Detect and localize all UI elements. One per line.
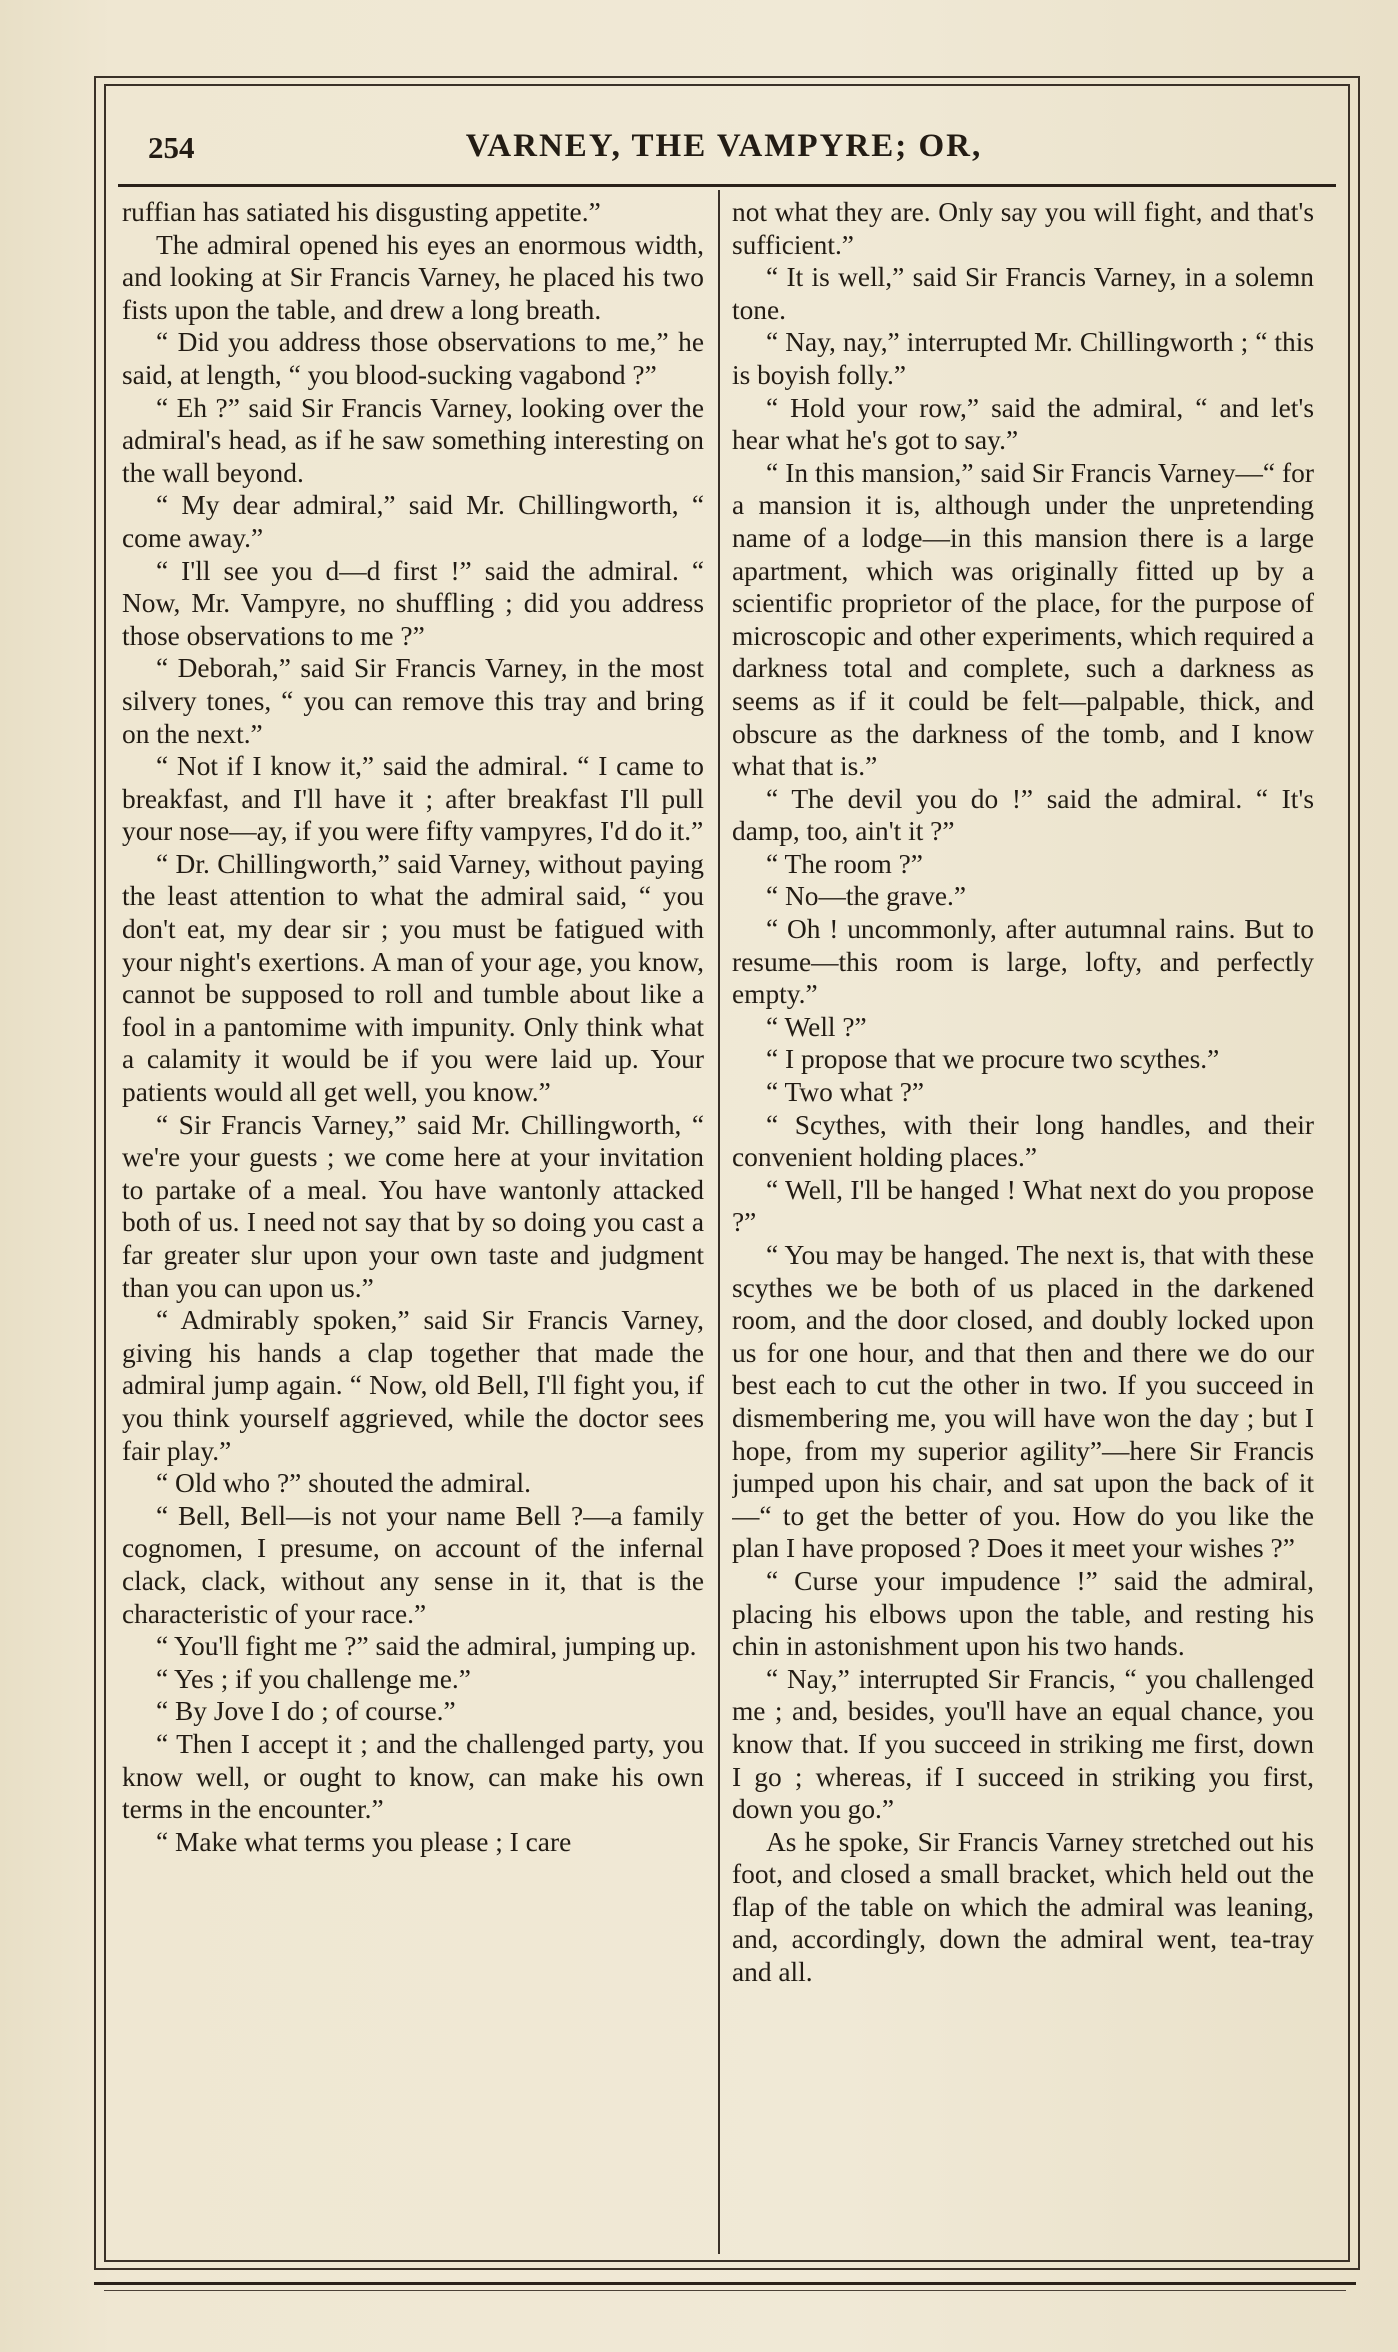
paragraph: “ No—the grave.” xyxy=(766,881,967,912)
paragraph: “ Deborah,” said Sir Francis Varney, in the most silvery tones, “ you can remove this tray and bring on the next.” xyxy=(122,653,704,749)
paragraph: “ Well ?” xyxy=(766,1011,867,1042)
page-header xyxy=(118,118,1330,174)
paragraph: “ The devil you do !” said the admiral. “ It's damp, too, ain't it ?” xyxy=(732,783,1314,847)
paragraph: “ Hold your row,” said the admiral, “ and let's hear what he's got to say.” xyxy=(732,392,1314,456)
paragraph: “ Make what terms you please ; I care xyxy=(156,1826,572,1857)
paragraph: “ Yes ; if you challenge me.” xyxy=(156,1663,471,1694)
column-divider xyxy=(718,190,720,2254)
paragraph: “ Eh ?” said Sir Francis Varney, looking over the admiral's head, as if he saw something interesting on the wall beyond. xyxy=(122,392,704,488)
paragraph: “ Then I accept it ; and the challenged party, you know well, or ought to know, can make his own terms in the encounter.” xyxy=(122,1728,704,1825)
paragraph: “ It is well,” said Sir Francis Varney, in a solemn tone. xyxy=(732,262,1314,325)
right-column xyxy=(732,196,1314,2256)
paragraph: “ The room ?” xyxy=(766,848,923,879)
left-column xyxy=(122,196,704,2256)
paragraph: “ Old who ?” shouted the admiral. xyxy=(156,1468,531,1499)
paragraph: “ Bell, Bell—is not your name Bell ?—a family cognomen, I presume, on account of the infernal clack, clack, without any sense in it, that is the characteristic of your race.” xyxy=(122,1500,704,1629)
paragraph: “ Dr. Chillingworth,” said Varney, without paying the least attention to what the admiral said, “ you don't eat, my dear sir ; you must be fatigued with your night's exertions. A man of your age, you know, cannot be supposed to roll and tumble about like a fool in a pantomime with impunity. Only think what a calamity it would be if you were laid up. Your patients would all get well, you know.” xyxy=(122,848,704,1108)
paragraph: ruffian has satiated his disgusting appetite.” xyxy=(122,197,601,227)
paragraph: “ Not if I know it,” said the admiral. “ I came to breakfast, and I'll have it ; after breakfast I'll pull your nose—ay, if you were fifty vampyres, I'd do it.” xyxy=(122,751,704,847)
paragraph: “ By Jove I do ; of course.” xyxy=(156,1696,456,1727)
paragraph: “ Admirably spoken,” said Sir Francis Varney, giving his hands a clap together that made the admiral jump again. “ Now, old Bell, I'll fight you, if you think yourself aggrieved, while the doctor sees fair play.” xyxy=(122,1305,704,1466)
paragraph: “ Well, I'll be hanged ! What next do you propose ?” xyxy=(732,1174,1314,1238)
paragraph: not what they are. Only say you will fight, and that's sufficient.” xyxy=(732,197,1314,260)
paragraph: “ I'll see you d—d first !” said the admiral. “ Now, Mr. Vampyre, no shuffling ; did you address those observations to me ?” xyxy=(122,555,704,651)
paragraph: “ You'll fight me ?” said the admiral, jumping up. xyxy=(156,1631,697,1662)
paragraph: As he spoke, Sir Francis Varney stretched out his foot, and closed a small bracket, which held out the flap of the table on which the admiral was leaning, and, accordingly, down the admiral went, tea-tray and all. xyxy=(732,1826,1314,1988)
paragraph: “ I propose that we procure two scythes.” xyxy=(766,1044,1220,1075)
paragraph: “ In this mansion,” said Sir Francis Varney—“ for a mansion it is, although under the unpretending name of a lodge—in this mansion there is a large apartment, which was originally fitted up by a scientific proprietor of the place, for the purpose of microscopic and other experiments, which required a darkness total and complete, such a darkness as seems as if it could be felt—palpable, thick, and obscure as the darkness of the tomb, and I know what that is.” xyxy=(732,457,1314,782)
paragraph: “ Two what ?” xyxy=(766,1077,925,1108)
paragraph: “ Scythes, with their long handles, and their convenient holding places.” xyxy=(732,1109,1314,1173)
paragraph: The admiral opened his eyes an enormous width, and looking at Sir Francis Varney, he placed his two fists upon the table, and drew a long breath. xyxy=(122,229,704,325)
paragraph: “ Did you address those observations to me,” he said, at length, “ you blood-sucking vagabond ?” xyxy=(122,327,704,390)
header-rule xyxy=(118,184,1336,187)
footer-rule xyxy=(94,2282,1356,2285)
paragraph: “ Curse your impudence !” said the admiral, placing his elbows upon the table, and resting his chin in astonishment upon his two hands. xyxy=(732,1565,1314,1662)
paragraph: “ You may be hanged. The next is, that with these scythes we be both of us placed in the darkened room, and the door closed, and doubly locked upon us for one hour, and that then and there we do our best each to cut the other in two. If you succeed in dismembering me, you will have won the day ; but I hope, from my superior agility”—here Sir Francis jumped upon his chair, and sat upon the back of it—“ to get the better of you. How do you like the plan I have proposed ? Does it meet your wishes ?” xyxy=(732,1240,1314,1564)
running-title: VARNEY, THE VAMPYRE; OR, xyxy=(465,128,983,164)
paragraph: “ Nay,” interrupted Sir Francis, “ you challenged me ; and, besides, you'll have an equal chance, you know that. If you succeed in striking me first, down I go ; whereas, if I succeed in striking you first, down you go.” xyxy=(732,1663,1314,1825)
paragraph: “ My dear admiral,” said Mr. Chillingworth, “ come away.” xyxy=(122,490,704,553)
paragraph: “ Nay, nay,” interrupted Mr. Chillingworth ; “ this is boyish folly.” xyxy=(732,327,1314,390)
paragraph: “ Sir Francis Varney,” said Mr. Chillingworth, “ we're your guests ; we come here at your invitation to partake of a meal. You have wantonly attacked both of us. I need not say that by so doing you cast a far greater slur upon your own taste and judgment than you can upon us.” xyxy=(122,1109,704,1303)
paragraph: “ Oh ! uncommonly, after autumnal rains. But to resume—this room is large, lofty, and perfectly empty.” xyxy=(732,914,1314,1010)
footer-rule-thin xyxy=(104,2290,1346,2291)
page-number: 254 xyxy=(148,130,195,165)
